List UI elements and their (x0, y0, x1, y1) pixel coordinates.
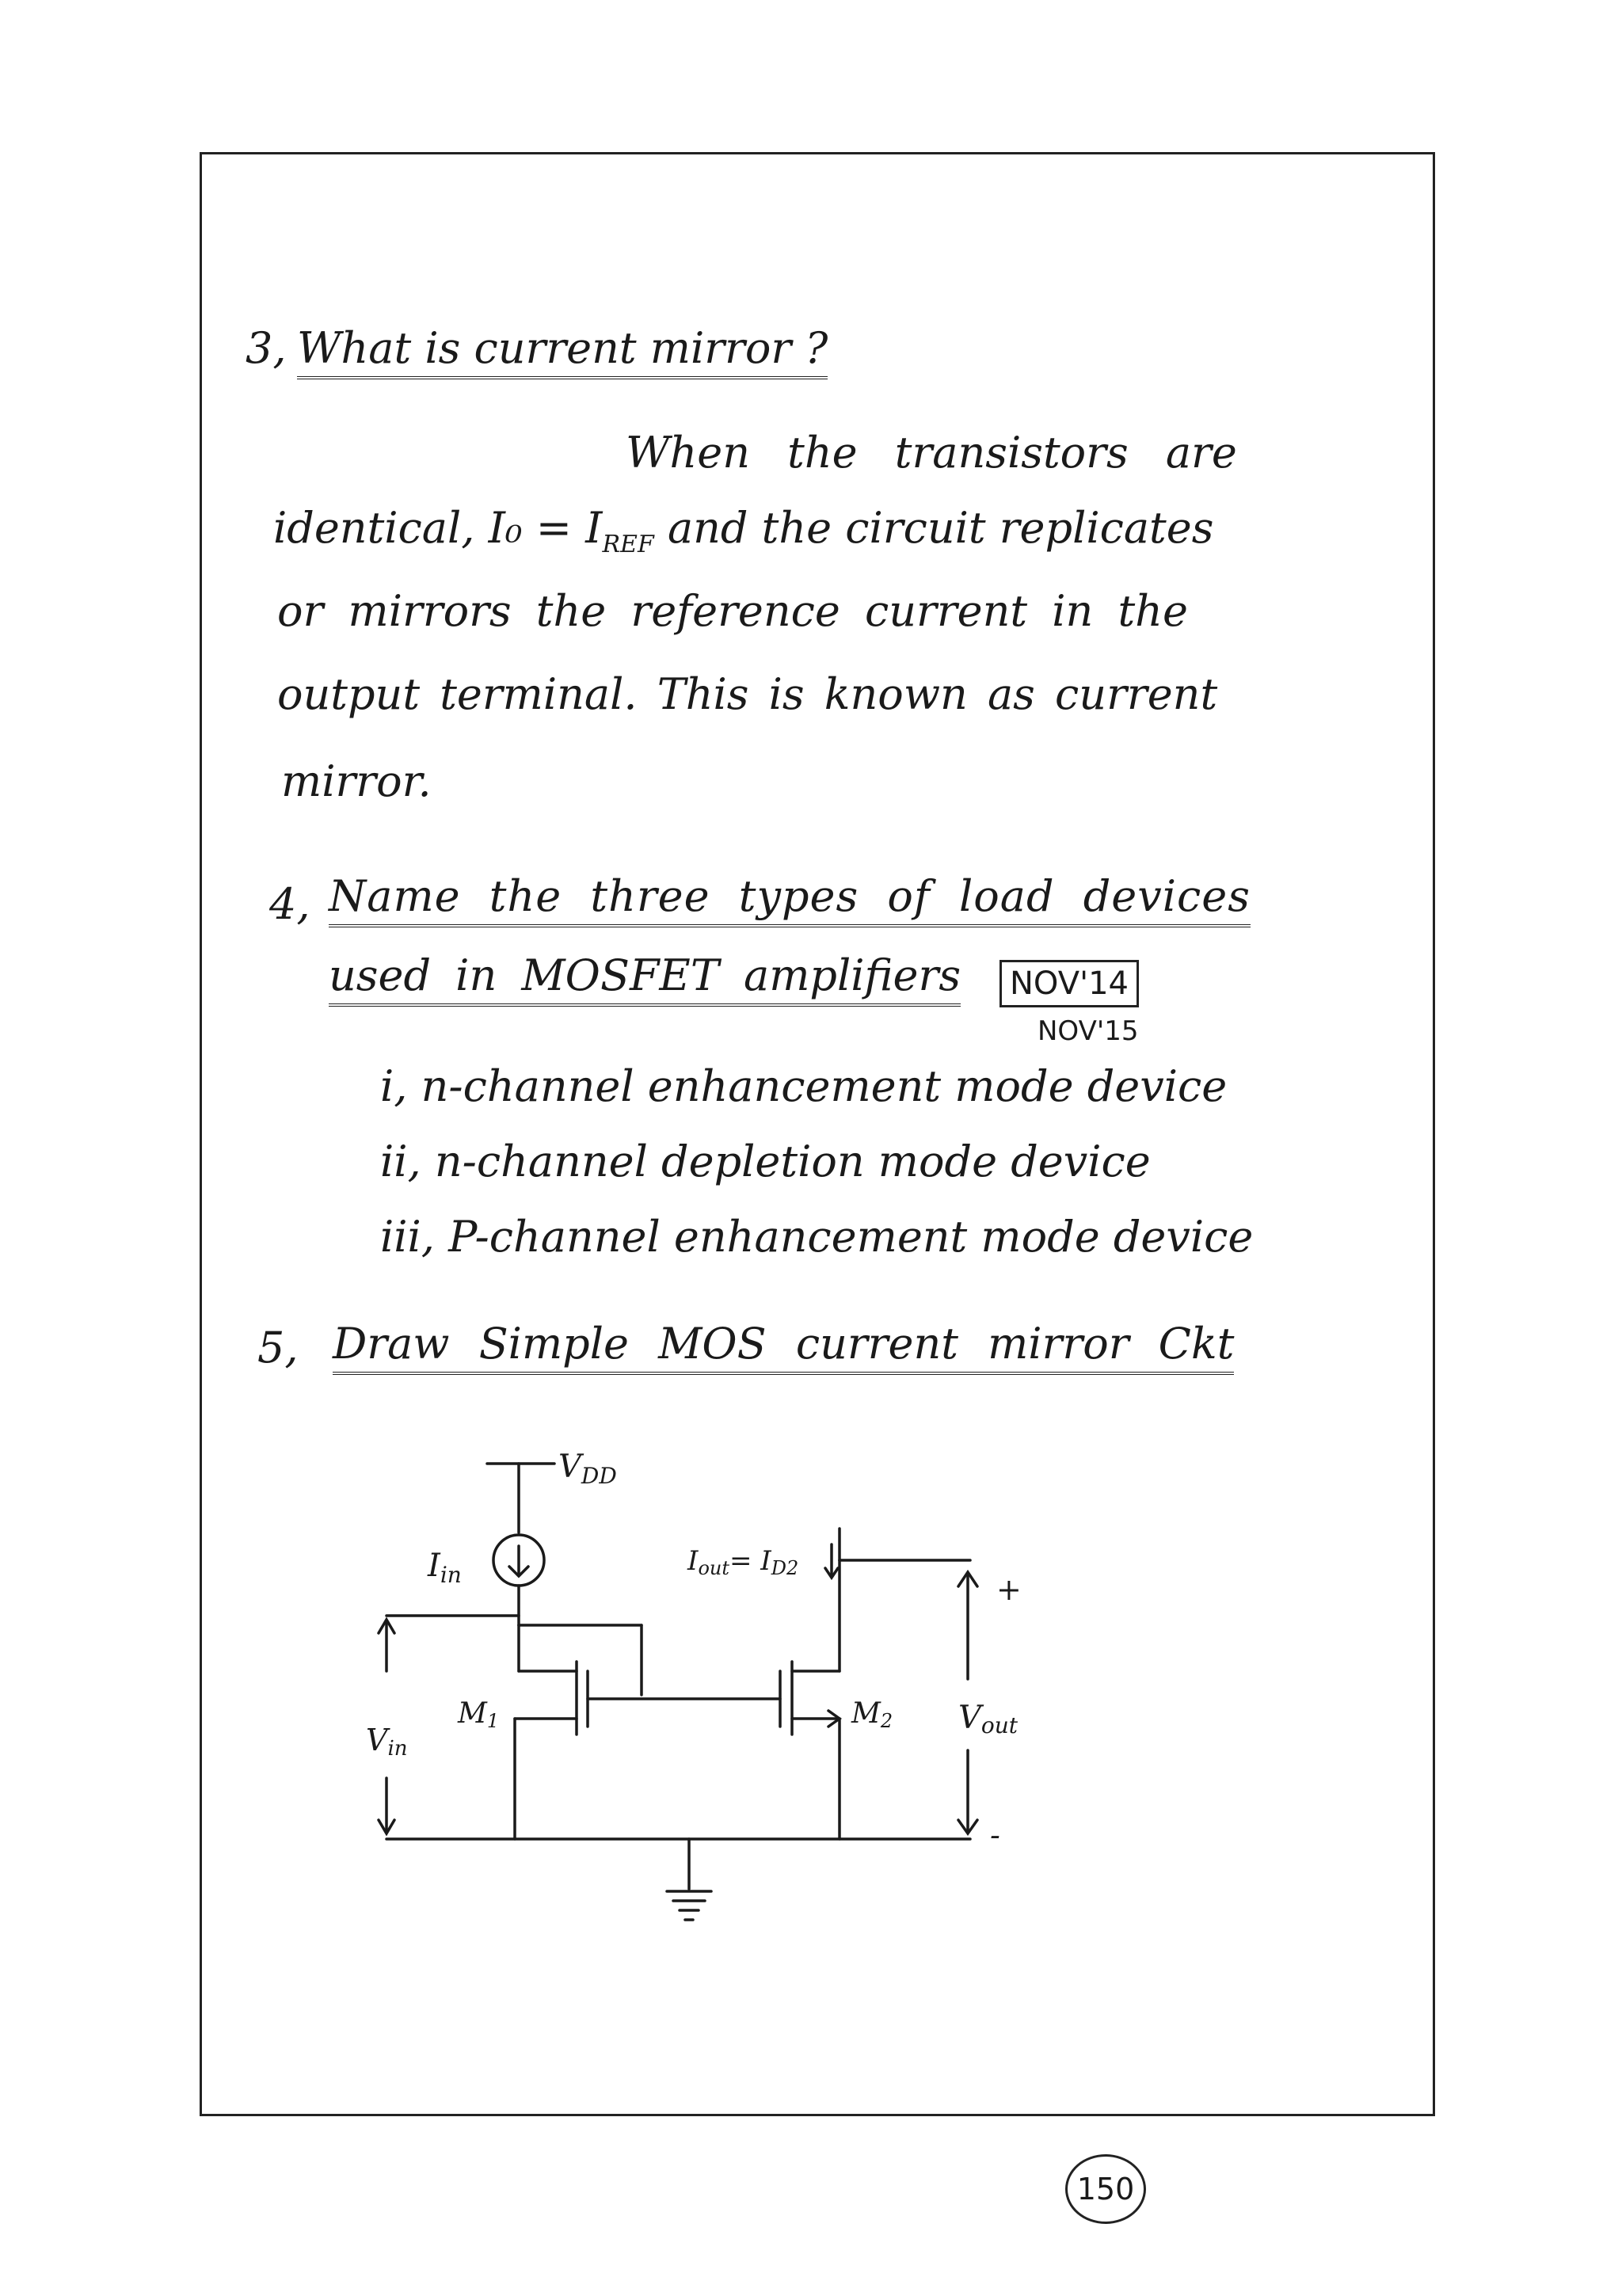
q3-answer-line-4: output terminal. This is known as current (277, 669, 1218, 719)
q4-item-3: iii, P-channel enhancement mode device (380, 1212, 1254, 1262)
q3-answer-line-2-sub: REF (602, 530, 654, 558)
q4-exam-tag: NOV'14 (999, 960, 1139, 1007)
q4-number: 4, (269, 879, 310, 929)
vout-label: Vout (958, 1700, 1019, 1738)
vdd-label: $V_{DD}$ (558, 1449, 617, 1489)
vout-minus: - (990, 1818, 1000, 1852)
q3-answer-line-5: mirror. (281, 756, 432, 806)
q4-title-line-1: Name the three types of load devices (329, 871, 1251, 927)
q3-title: What is current mirror ? (297, 323, 828, 379)
vin-label: Vin (366, 1723, 408, 1761)
iout-label: Iout= ID2 (687, 1545, 799, 1579)
iin-label: $I_{in}$ (428, 1548, 462, 1588)
q5-title: Draw Simple MOS current mirror Ckt (333, 1319, 1234, 1375)
q3-number: 3, (246, 323, 287, 373)
q4-exam-tag-2: NOV'15 (1038, 1015, 1139, 1047)
q3-answer-line-2-b: and the circuit replicates (653, 503, 1214, 553)
q3-answer-line-3: or mirrors the reference current in the (277, 586, 1188, 636)
q4-title-line-2: used in MOSFET amplifiers (329, 950, 961, 1007)
m2-label: M2 (851, 1697, 893, 1732)
q3-answer-line-2-a: identical, I₀ = I (273, 503, 603, 553)
page-number: 150 (1065, 2154, 1146, 2224)
vout-plus: + (996, 1572, 1022, 1607)
m1-label: M1 (458, 1697, 500, 1732)
q5-number: 5, (257, 1323, 299, 1373)
q3-answer-line-1: When the transistors are (626, 428, 1237, 478)
q4-item-2: ii, n-channel depletion mode device (380, 1137, 1151, 1186)
q4-item-1: i, n-channel enhancement mode device (380, 1061, 1228, 1111)
